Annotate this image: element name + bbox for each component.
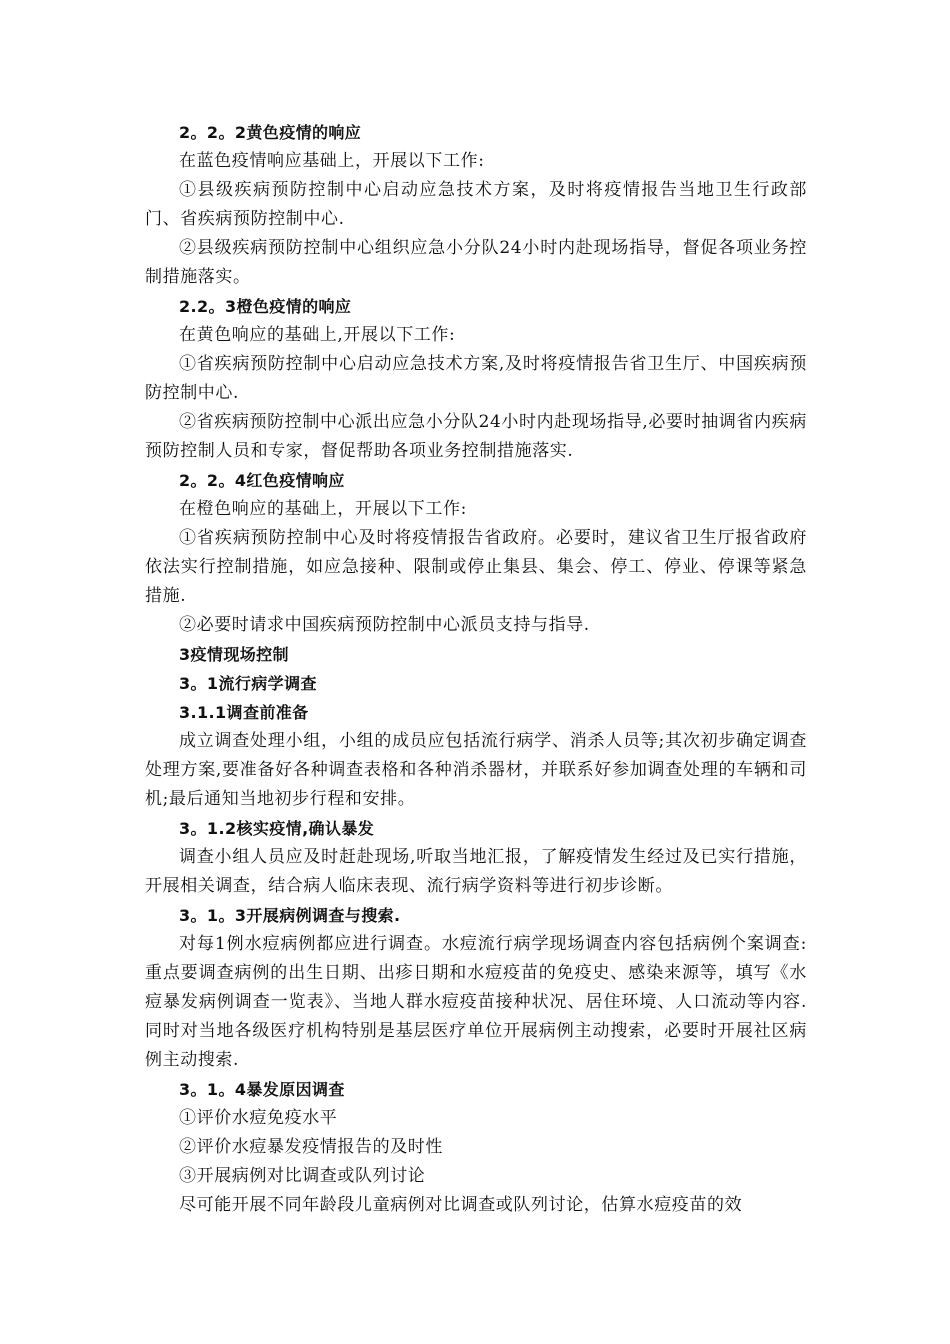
- paragraph: ①省疾病预防控制中心启动应急技术方案,及时将疫情报告省卫生厅、中国疾病预防控制中心.: [145, 354, 807, 403]
- paragraph: ②省疾病预防控制中心派出应急小分队24小时内赴现场指导,必要时抽调省内疾病预防控制人员和专家，督促帮助各项业务控制措施落实.: [145, 412, 807, 461]
- section-heading: 3。1.2核实疫情,确认暴发: [179, 819, 375, 838]
- paragraph: 尽可能开展不同年龄段儿童病例对比调查或队列讨论，估算水痘疫苗的效: [179, 1195, 743, 1215]
- paragraph: ①省疾病预防控制中心及时将疫情报告省政府。必要时，建议省卫生厅报省政府依法实行控制措施，如应急接种、限制或停止集县、集会、停工、停业、停课等紧急措施.: [145, 528, 807, 606]
- section-heading: 3。1。3开展病例调查与搜索.: [179, 906, 401, 925]
- section-heading: 3.1.1调查前准备: [179, 703, 309, 722]
- paragraph: ②县级疾病预防控制中心组织应急小分队24小时内赴现场指导，督促各项业务控制措施落实。: [145, 238, 807, 287]
- paragraph: ②必要时请求中国疾病预防控制中心派员支持与指导.: [179, 615, 590, 635]
- section-heading: 3。1流行病学调查: [179, 674, 317, 693]
- section-heading: 2。2。2黄色疫情的响应: [179, 123, 362, 142]
- document-page: [145, 118, 807, 1220]
- paragraph: 对每1例水痘病例都应进行调查。水痘流行病学现场调查内容包括病例个案调查: 重点要调查病例的出生日期、出疹日期和水痘疫苗的免疫史、感染来源等，填写《水痘暴发病例调查一览表》、当地人群水痘疫苗接种状况、居住环境、人口流动等内容.同时对当地各级医疗机构特别是基层医疗单位开展病例主动搜索，必要时开展社区病例主动搜索.: [145, 934, 807, 1070]
- paragraph: ①县级疾病预防控制中心启动应急技术方案，及时将疫情报告当地卫生行政部门、省疾病预防控制中心.: [145, 180, 807, 229]
- paragraph: 成立调查处理小组，小组的成员应包括流行病学、消杀人员等;其次初步确定调查处理方案,要准备好各种调查表格和各种消杀器材，并联系好参加调查处理的车辆和司机;最后通知当地初步行程和安排。: [145, 731, 807, 809]
- paragraph: 调查小组人员应及时赶赴现场,听取当地汇报，了解疫情发生经过及已实行措施，开展相关调查，结合病人临床表现、流行病学资料等进行初步诊断。: [145, 847, 807, 896]
- paragraph: ③开展病例对比调查或队列讨论: [179, 1166, 426, 1186]
- section-heading: 3疫情现场控制: [179, 645, 289, 664]
- paragraph: 在蓝色疫情响应基础上，开展以下工作:: [179, 151, 485, 171]
- section-heading: 2.2。3橙色疫情的响应: [179, 297, 352, 316]
- paragraph: ②评价水痘暴发疫情报告的及时性: [179, 1137, 443, 1157]
- section-heading: 3。1。4暴发原因调查: [179, 1080, 345, 1099]
- paragraph: ①评价水痘免疫水平: [179, 1108, 338, 1128]
- section-heading: 2。2。4红色疫情响应: [179, 471, 345, 490]
- paragraph: 在橙色响应的基础上，开展以下工作:: [179, 499, 467, 519]
- paragraph: 在黄色响应的基础上,开展以下工作:: [179, 325, 456, 345]
